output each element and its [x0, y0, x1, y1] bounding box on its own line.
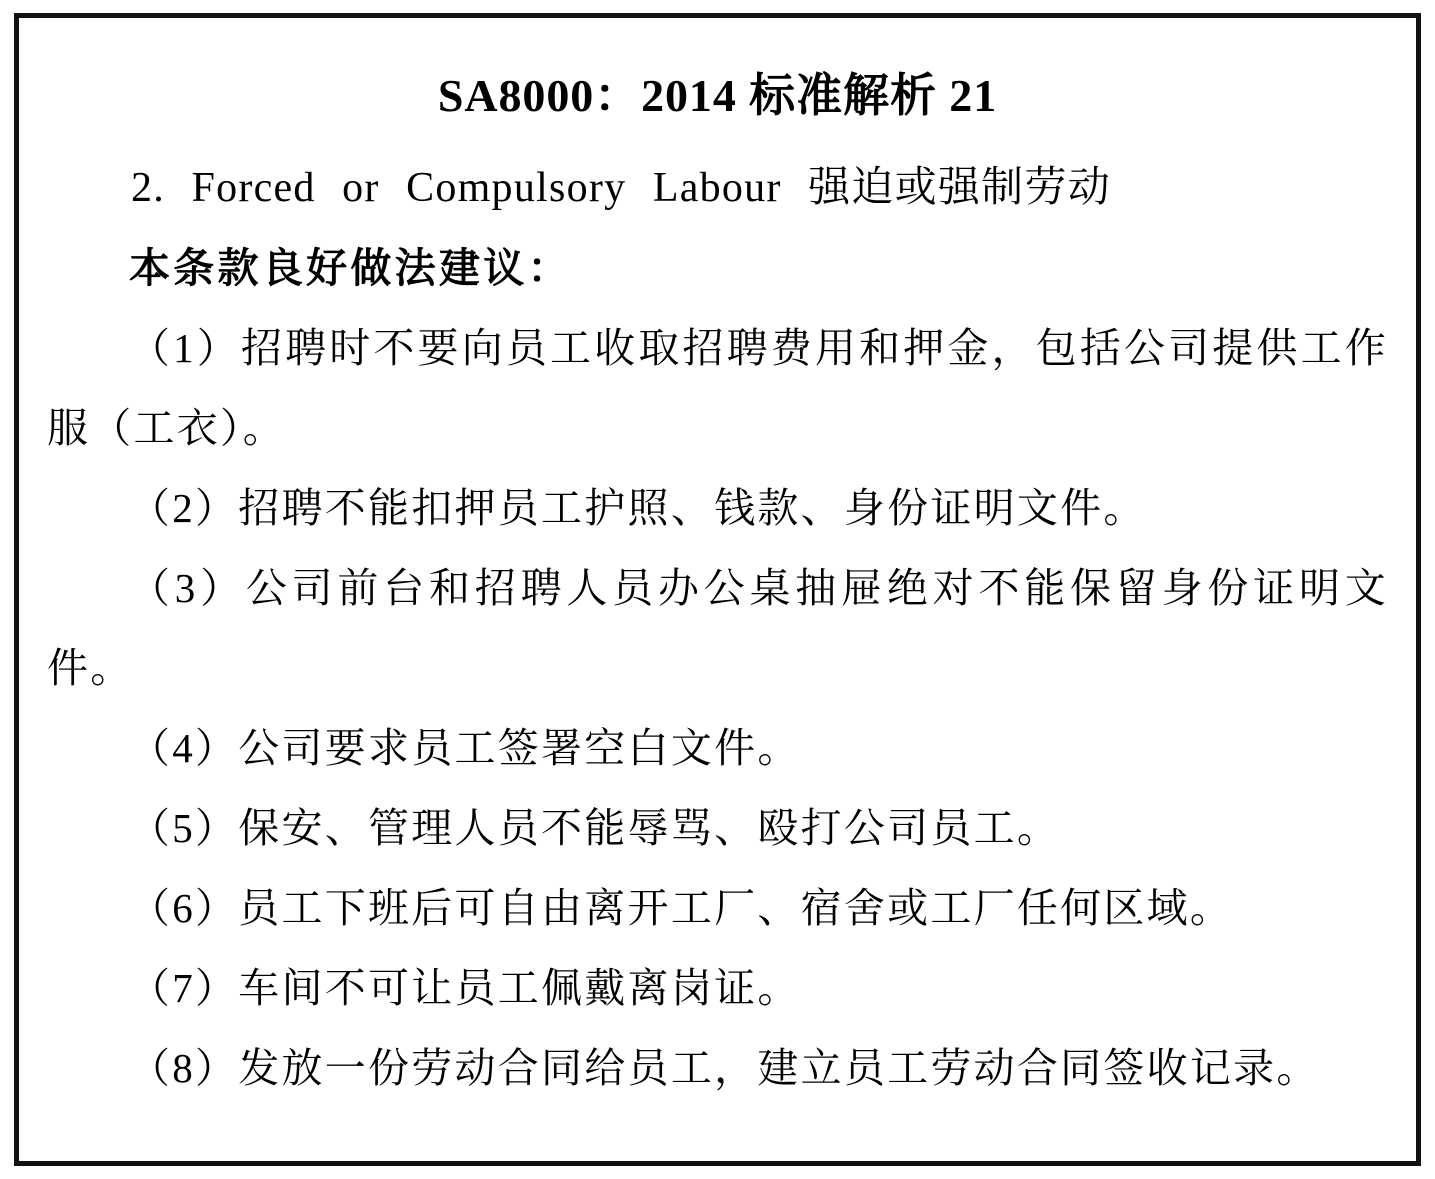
list-item-3: （3）公司前台和招聘人员办公桌抽屉绝对不能保留身份证明文件。 — [47, 565, 1388, 691]
document-content — [19, 18, 1416, 1108]
list-item-4: （4）公司要求员工签署空白文件。 — [129, 725, 801, 771]
list-item-5: （5）保安、管理人员不能辱骂、殴打公司员工。 — [129, 805, 1061, 851]
document-page — [14, 13, 1421, 1166]
list-item-2: （2）招聘不能扣押员工护照、钱款、身份证明文件。 — [129, 485, 1147, 531]
page-title: SA8000：2014 标准解析 21 — [437, 70, 998, 121]
list-item-1: （1）招聘时不要向员工收取招聘费用和押金，包括公司提供工作服（工衣）。 — [47, 325, 1388, 451]
list-item-7: （7）车间不可让员工佩戴离岗证。 — [129, 965, 801, 1011]
list-item-8: （8）发放一份劳动合同给员工，建立员工劳动合同签收记录。 — [129, 1045, 1320, 1091]
section-subtitle: 2. Forced or Compulsory Labour 强迫或强制劳动 — [131, 165, 1111, 211]
section-heading: 本条款良好做法建议： — [129, 245, 572, 291]
list-item-6: （6）员工下班后可自由离开工厂、宿舍或工厂任何区域。 — [129, 885, 1234, 931]
